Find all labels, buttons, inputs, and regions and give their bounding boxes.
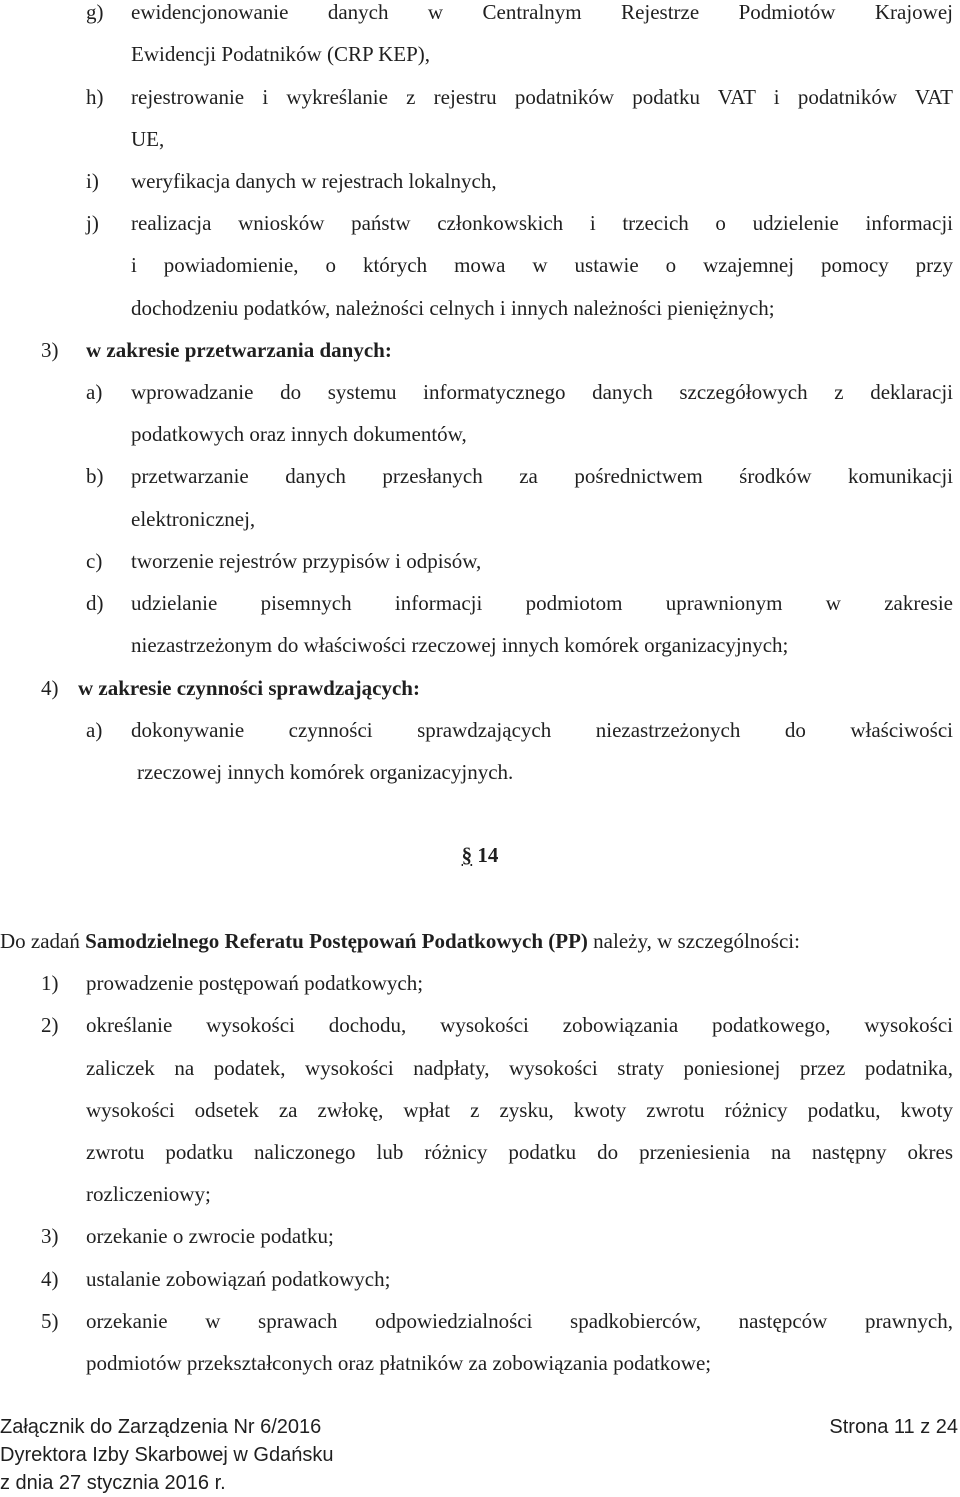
pp-item-5-line2: podmiotów przekształconych oraz płatników za zobowiązania podatkowe; <box>86 1351 712 1375</box>
item3-d-line1: udzielanie pisemnych informacji podmiotom uprawnionym w zakresie <box>131 591 953 615</box>
item4-a-line1: dokonywanie czynności sprawdzających niezastrzeżonych do właściwości <box>131 718 953 742</box>
pp-marker-2: 2) <box>41 1013 59 1037</box>
list-item-j-line2: i powiadomienie, o których mowa w ustawie o wzajemnej pomocy przy <box>131 253 953 277</box>
list-item-i-line1: weryfikacja danych w rejestrach lokalnych, <box>131 169 497 193</box>
list-marker-i: i) <box>86 169 99 193</box>
intro-paragraph <box>0 929 800 953</box>
pp-marker-3: 3) <box>41 1224 59 1248</box>
item3-b-line2: elektronicznej, <box>131 507 256 531</box>
footer-date: z dnia 27 stycznia 2016 r. <box>0 1472 226 1494</box>
item3-b-line1: przetwarzanie danych przesłanych za pośrednictwem środków komunikacji <box>131 464 953 488</box>
pp-item-3: orzekanie o zwrocie podatku; <box>86 1224 334 1248</box>
intro-post: należy, w szczególności: <box>587 929 800 953</box>
item4-a-line2: rzeczowej innych komórek organizacyjnych. <box>137 760 514 784</box>
item3-marker-a: a) <box>86 380 103 404</box>
list-marker-j: j) <box>86 211 99 235</box>
footer-page-number: Strona 11 z 24 <box>829 1416 958 1438</box>
list-item-h-line2: UE, <box>131 127 165 151</box>
pp-item-2-line2: zaliczek na podatek, wysokości nadpłaty, wysokości straty poniesionej przez podatnika, <box>86 1056 953 1080</box>
pp-marker-1: 1) <box>41 971 59 995</box>
list-item-g-line2: Ewidencji Podatników (CRP KEP), <box>131 42 431 66</box>
pp-item-2-line3: wysokości odsetek za zwłokę, wpłat z zysku, kwoty zwrotu różnicy podatku, kwoty <box>86 1098 953 1122</box>
item3-d-line2: niezastrzeżonym do właściwości rzeczowej innych komórek organizacyjnych; <box>131 633 789 657</box>
item-heading-4: w zakresie czynności sprawdzających: <box>78 676 420 700</box>
list-marker-h: h) <box>86 85 104 109</box>
item3-marker-c: c) <box>86 549 103 573</box>
intro-pre: Do zadań <box>0 929 86 953</box>
pp-item-2-line1: określanie wysokości dochodu, wysokości zobowiązania podatkowego, wysokości <box>86 1013 953 1037</box>
list-marker-g: g) <box>86 0 104 24</box>
item-marker-3: 3) <box>41 338 59 362</box>
pp-item-4: ustalanie zobowiązań podatkowych; <box>86 1267 391 1291</box>
pp-item-1: prowadzenie postępowań podatkowych; <box>86 971 424 995</box>
item3-marker-b: b) <box>86 464 104 488</box>
item4-marker-a: a) <box>86 718 103 742</box>
item3-c-line1: tworzenie rejestrów przypisów i odpisów, <box>131 549 482 573</box>
section-heading <box>0 843 960 868</box>
list-item-h-line1: rejestrowanie i wykreślanie z rejestru podatników podatku VAT i podatników VAT <box>131 85 953 109</box>
pp-item-2-line5: rozliczeniowy; <box>86 1182 211 1206</box>
item3-a-line1: wprowadzanie do systemu informatycznego danych szczegółowych z deklaracji <box>131 380 953 404</box>
section-symbol: § <box>461 843 473 867</box>
list-item-j-line1: realizacja wniosków państw członkowskich i trzecich o udzielenie informacji <box>131 211 953 235</box>
item-marker-4: 4) <box>41 676 59 700</box>
item3-marker-d: d) <box>86 591 104 615</box>
item3-a-line2: podatkowych oraz innych dokumentów, <box>131 422 467 446</box>
list-item-j-line3: dochodzeniu podatków, należności celnych i innych należności pieniężnych; <box>131 296 775 320</box>
section-number: 14 <box>477 843 499 867</box>
item-heading-3: w zakresie przetwarzania danych: <box>86 338 392 362</box>
pp-item-2-line4: zwrotu podatku naliczonego lub różnicy podatku do przeniesienia na następny okres <box>86 1140 953 1164</box>
pp-item-5-line1: orzekanie w sprawach odpowiedzialności spadkobierców, następców prawnych, <box>86 1309 953 1333</box>
intro-unit-name: Samodzielnego Referatu Postępowań Podatkowych (PP) <box>85 929 588 953</box>
footer-attachment: Załącznik do Zarządzenia Nr 6/2016 <box>0 1416 322 1438</box>
pp-marker-5: 5) <box>41 1309 59 1333</box>
pp-marker-4: 4) <box>41 1267 59 1291</box>
footer-issuer: Dyrektora Izby Skarbowej w Gdańsku <box>0 1444 334 1466</box>
list-item-g-line1: ewidencjonowanie danych w Centralnym Rejestrze Podmiotów Krajowej <box>131 0 953 24</box>
